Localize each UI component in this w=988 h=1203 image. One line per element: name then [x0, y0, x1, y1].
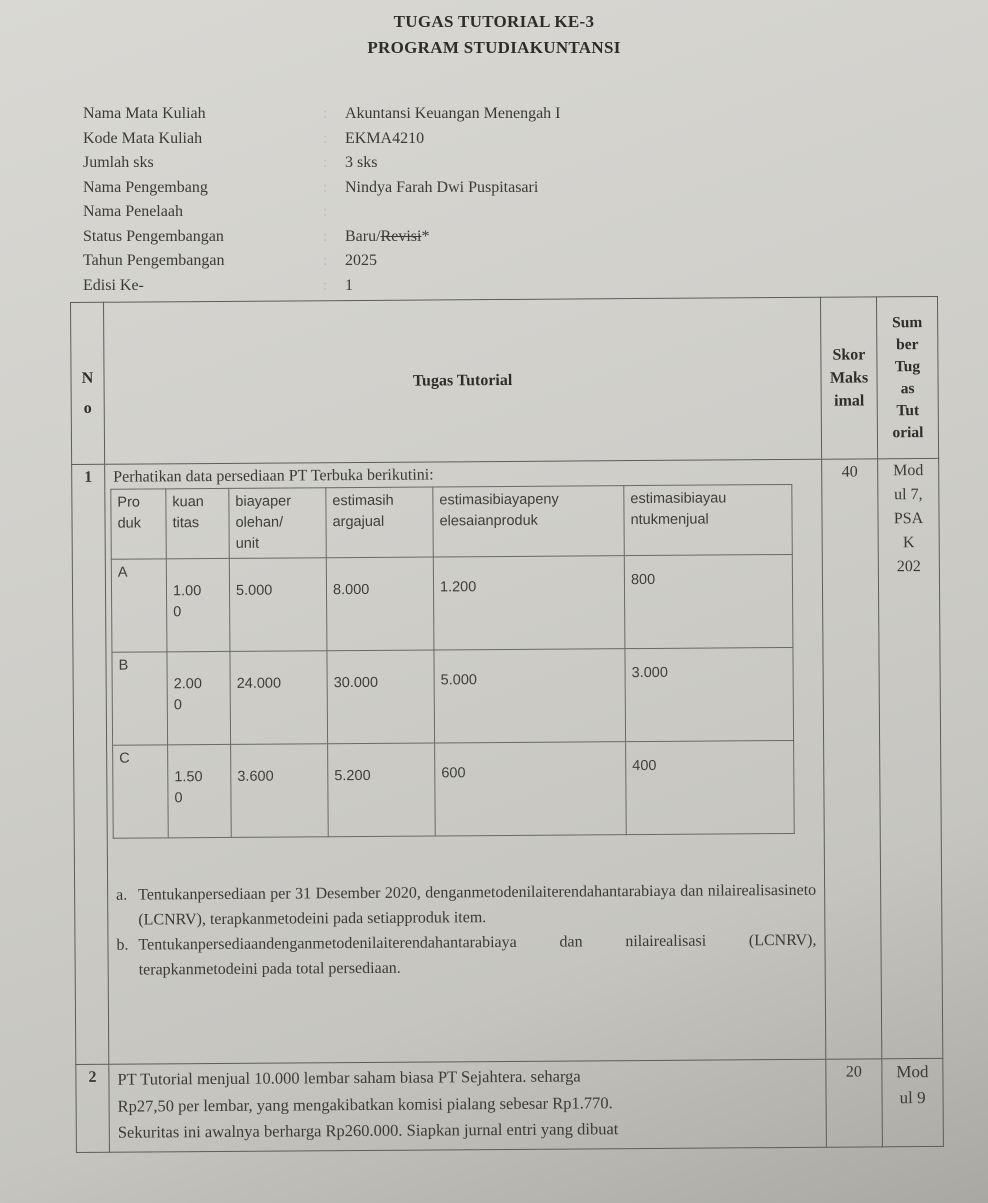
cell-produk: B — [112, 652, 168, 745]
col-text: olehan/ — [235, 514, 284, 531]
col-text: unit — [235, 535, 260, 552]
cell-text: 0 — [173, 604, 182, 621]
col-produk — [111, 489, 166, 559]
program-title: PROGRAM STUDIAKUNTANSI — [367, 38, 621, 57]
max-score: 40 — [822, 459, 882, 1059]
question-label: b. — [116, 936, 129, 954]
colon-separator: : — [323, 252, 328, 269]
col-text: ntukmenjual — [630, 511, 709, 529]
inventory-table — [110, 484, 794, 839]
meta-label: Nama Mata Kuliah — [83, 105, 206, 122]
cell-biaya-perolehan: 3.600 — [231, 744, 329, 838]
header-sumber — [876, 296, 938, 458]
meta-row-edition — [83, 274, 561, 299]
course-info — [83, 102, 561, 298]
cell-biaya-menjual: 800 — [624, 554, 793, 648]
colon-separator: : — [323, 227, 328, 245]
status-new: Baru/ — [345, 227, 381, 245]
question-item — [116, 878, 816, 933]
col-text: kuan — [172, 494, 204, 511]
row-number: 2 — [76, 1064, 110, 1152]
source-line: K — [902, 534, 915, 552]
meta-row-course-code — [83, 127, 561, 152]
meta-label: Nama Penelaah — [83, 203, 183, 220]
header-sumber-line: ber — [896, 335, 919, 353]
table-header-row — [71, 296, 939, 464]
source-line: Mod — [893, 462, 924, 480]
meta-value — [345, 225, 429, 250]
assignment-table — [70, 296, 944, 1153]
question-label: a. — [116, 886, 128, 904]
document-title: TUGAS TUTORIAL KE-3 — [393, 12, 595, 31]
cell-produk: A — [111, 559, 167, 652]
cell-biaya-menjual: 400 — [626, 740, 795, 834]
cell-text: 2.00 — [173, 676, 202, 693]
header-skor-line: Skor — [832, 346, 866, 364]
header-no-line: o — [83, 399, 92, 417]
source-line: 202 — [896, 558, 921, 576]
cell-harga-jual: 5.200 — [328, 743, 436, 837]
meta-value: 2025 — [345, 252, 377, 269]
question-text: Tentukanpersediaandenganmetodenilaiterendahantarabiaya dan nilairealisasi (LCNRV), terapkanmetodeini pada total persediaan. — [138, 931, 817, 979]
source-line: ul 7, — [894, 486, 923, 504]
header-skor-line: imal — [834, 392, 865, 410]
col-biaya-menjual — [624, 484, 792, 555]
header-skor — [820, 297, 877, 459]
col-harga-jual — [326, 487, 433, 558]
cell-biaya-penyelesaian: 600 — [435, 742, 627, 836]
meta-label: Nama Pengembang — [83, 178, 208, 196]
cell-harga-jual: 8.000 — [326, 557, 434, 651]
header-sumber-line: as — [900, 379, 915, 397]
header-sumber-line: Sum — [892, 313, 923, 331]
header-tugas: Tugas Tutorial — [104, 297, 822, 464]
meta-label: Tahun Pengembangan — [83, 252, 225, 269]
col-text: biayaper — [235, 493, 292, 510]
task-cell — [109, 1059, 827, 1152]
task-intro: Perhatikan data persediaan PT Terbuka berikutini: — [113, 466, 434, 486]
col-text: estimasih — [332, 492, 394, 510]
inventory-row — [113, 740, 795, 838]
cell-kuantitas — [167, 651, 231, 744]
colon-separator: : — [323, 154, 328, 171]
meta-label: Edisi Ke- — [83, 276, 144, 294]
max-score: 20 — [826, 1059, 883, 1147]
asterisk: * — [421, 227, 430, 245]
col-text: elesaianproduk — [439, 512, 538, 530]
meta-value: 3 sks — [345, 154, 378, 171]
meta-row-year — [83, 249, 561, 274]
header-no-line: N — [81, 369, 94, 387]
colon-separator: : — [323, 129, 328, 147]
meta-row-developer — [83, 176, 561, 201]
meta-label: Kode Mata Kuliah — [83, 129, 203, 147]
status-revision-struck: Revisi — [380, 227, 422, 245]
cell-biaya-perolehan: 24.000 — [230, 651, 328, 745]
meta-label: Jumlah sks — [83, 154, 154, 171]
meta-row-status — [83, 225, 561, 250]
cell-kuantitas — [168, 744, 232, 837]
col-text: duk — [117, 515, 141, 532]
question-text: Tentukanpersediaan per 31 Desember 2020, denganmetodenilaiterendahantarabiaya dan nilairealisasineto (LCNRV), terapkanmetodeini pada setiapproduk item. — [138, 881, 817, 929]
colon-separator: : — [323, 276, 328, 294]
cell-text: 0 — [174, 790, 183, 807]
source-line: Mod — [896, 1062, 929, 1082]
meta-value: Nindya Farah Dwi Puspitasari — [345, 178, 539, 196]
header-sumber-line: Tut — [896, 401, 920, 419]
cell-produk: C — [113, 745, 169, 838]
colon-separator: : — [323, 203, 328, 220]
header-skor-line: Maks — [829, 369, 869, 387]
col-text: argajual — [332, 513, 385, 531]
row-number: 1 — [72, 464, 109, 1064]
meta-value: Akuntansi Keuangan Menengah I — [345, 105, 561, 122]
colon-separator: : — [323, 178, 328, 196]
meta-label: Status Pengembangan — [83, 227, 224, 245]
meta-row-course-name — [83, 102, 561, 127]
cell-text: 1.00 — [172, 583, 202, 600]
source-cell — [882, 1058, 944, 1146]
col-text: titas — [172, 515, 200, 532]
task-text-line: Sekuritas ini awalnya berharga Rp260.000. Siapkan jurnal entri yang dibuat — [117, 1119, 619, 1142]
source-cell — [878, 458, 943, 1058]
cell-biaya-perolehan: 5.000 — [229, 558, 327, 652]
task-text-line: Rp27,50 per lembar, yang mengakibatkan komisi pialang sebesar Rp1.770. — [117, 1092, 613, 1116]
cell-text: 1.50 — [174, 769, 203, 786]
header-no — [71, 302, 105, 464]
cell-harga-jual: 30.000 — [327, 650, 435, 744]
table-row — [72, 458, 943, 1064]
header-sumber-line: Tug — [894, 357, 921, 375]
question-list — [116, 878, 817, 983]
cell-biaya-penyelesaian: 5.000 — [434, 649, 626, 743]
col-text: Pro — [117, 494, 141, 511]
cell-biaya-penyelesaian: 1.200 — [433, 556, 625, 650]
meta-row-reviewer — [83, 200, 561, 225]
cell-biaya-menjual: 3.000 — [625, 647, 794, 741]
col-biaya-perolehan — [229, 488, 326, 559]
colon-separator: : — [323, 105, 328, 122]
cell-text: 0 — [173, 697, 182, 714]
task-text-line: PT Tutorial menjual 10.000 lembar saham biasa PT Sejahtera. seharga — [117, 1066, 581, 1089]
meta-row-credits — [83, 151, 561, 176]
question-item — [116, 928, 816, 983]
task-cell — [105, 459, 826, 1064]
col-biaya-penyelesaian — [433, 486, 624, 557]
cell-kuantitas — [166, 558, 230, 651]
col-text: estimasibiayau — [630, 490, 727, 508]
col-text: estimasibiayapeny — [439, 491, 559, 509]
meta-value: EKMA4210 — [345, 129, 425, 147]
meta-value: 1 — [345, 276, 353, 294]
inventory-row — [112, 647, 794, 745]
col-kuantitas — [166, 488, 229, 558]
source-line: ul 9 — [899, 1088, 926, 1108]
header-sumber-line: orial — [892, 423, 924, 441]
table-row — [76, 1058, 944, 1152]
inventory-row — [111, 554, 793, 652]
source-line: PSA — [893, 510, 924, 528]
inventory-header-row — [111, 484, 792, 559]
